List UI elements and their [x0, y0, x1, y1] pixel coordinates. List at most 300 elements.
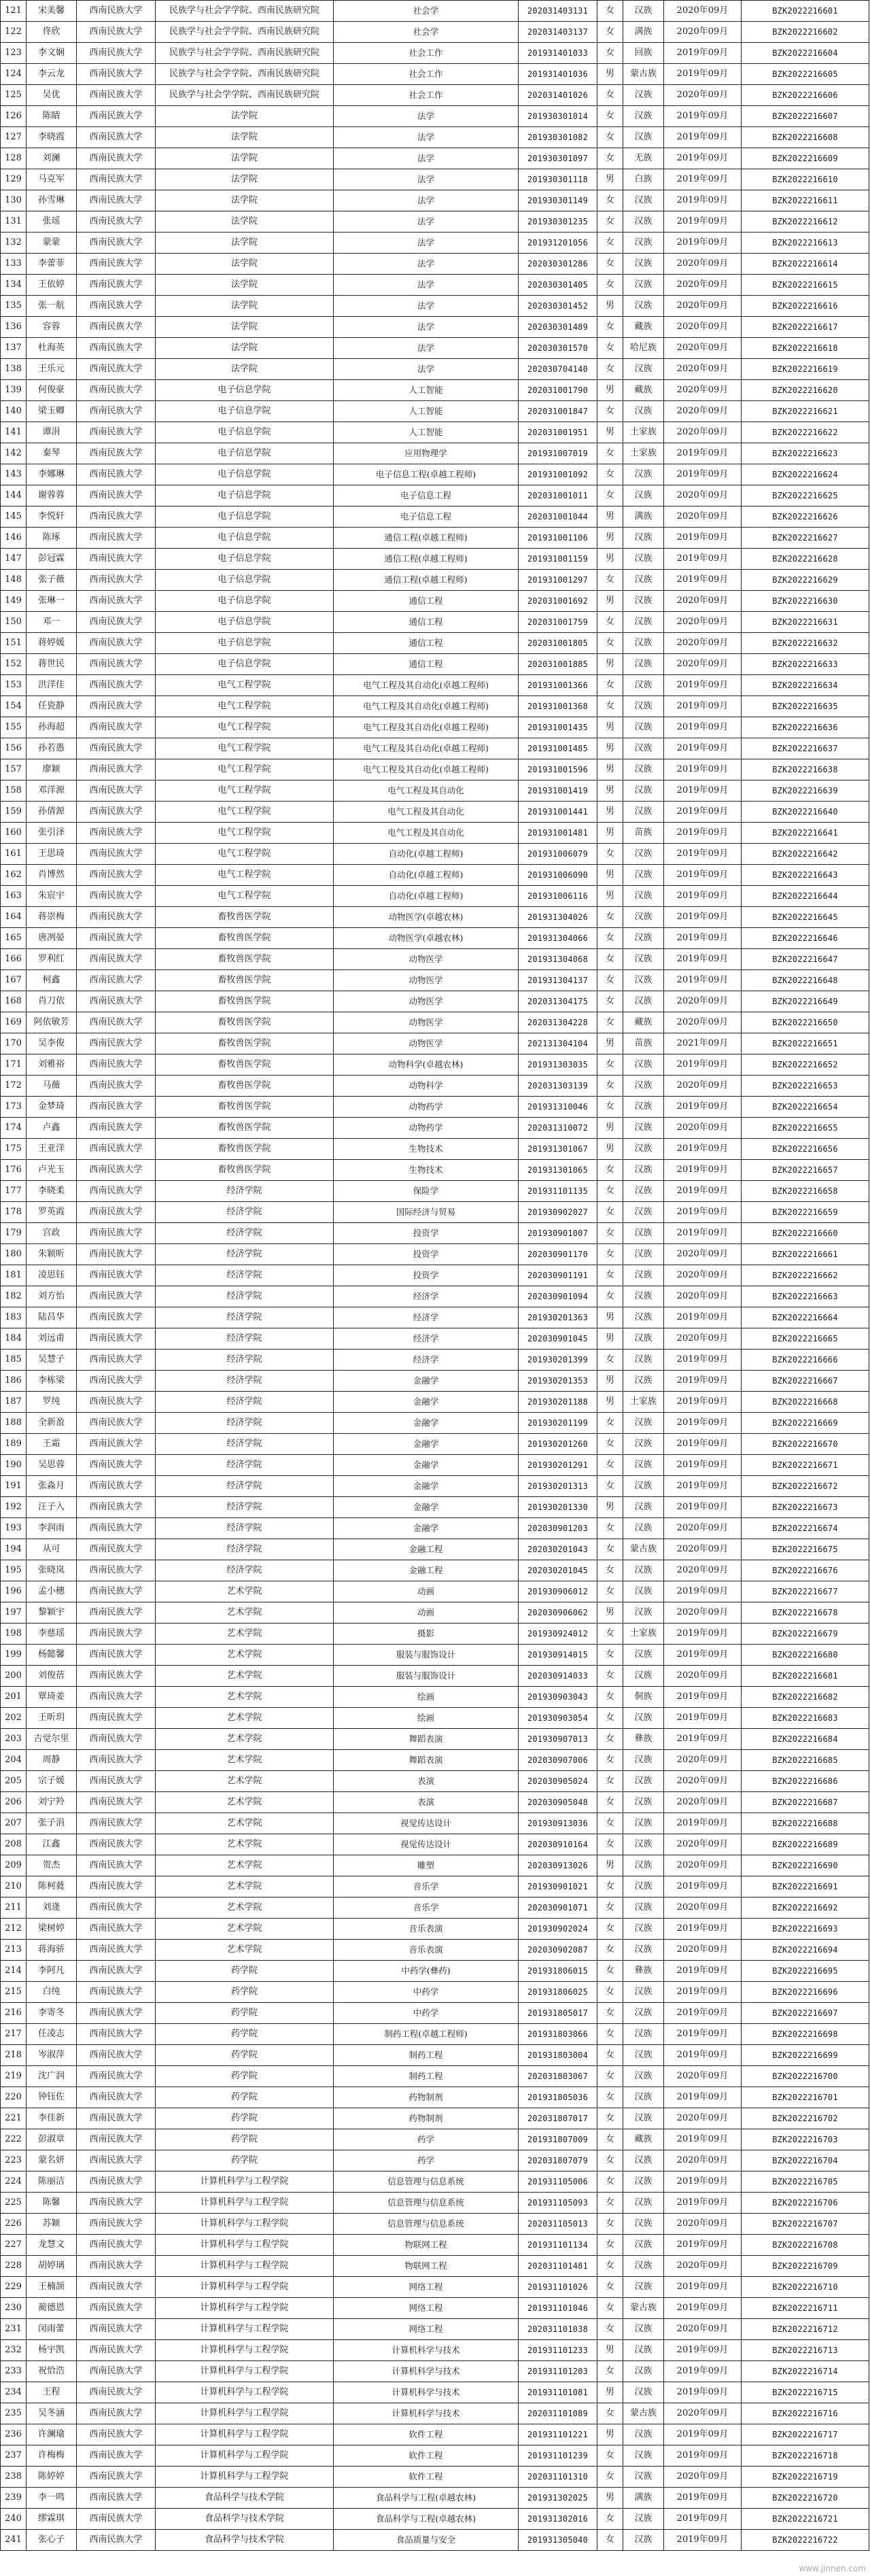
certificate-number-cell: BZK2022216643 [742, 865, 869, 886]
major-cell: 药物制剂 [334, 2108, 519, 2129]
college-cell: 艺术学院 [156, 1834, 334, 1855]
major-cell: 动物药学 [334, 1097, 519, 1118]
college-cell: 计算机科学与工程学院 [156, 2467, 334, 2488]
ethnicity-cell: 无族 [623, 148, 664, 169]
row-number-cell: 169 [1, 1012, 27, 1033]
certificate-number-cell: BZK2022216619 [742, 359, 869, 380]
enrollment-date-cell: 2019年09月 [664, 1708, 742, 1729]
gender-cell: 女 [597, 2150, 623, 2171]
student-name-cell: 蒋世民 [27, 654, 77, 675]
ethnicity-cell: 蒙古族 [623, 2403, 664, 2424]
table-row [1, 780, 869, 802]
row-number-cell: 188 [1, 1413, 27, 1434]
major-cell: 动画 [334, 1602, 519, 1624]
college-cell: 电子信息学院 [156, 528, 334, 549]
enrollment-date-cell: 2020年09月 [664, 296, 742, 317]
enrollment-date-cell: 2019年09月 [664, 2171, 742, 2193]
row-number-cell: 222 [1, 2129, 27, 2150]
ethnicity-cell: 汉族 [623, 1876, 664, 1897]
certificate-number-cell: BZK2022216698 [742, 2024, 869, 2045]
enrollment-date-cell: 2019年09月 [664, 2024, 742, 2045]
student-id-cell: 201931001441 [519, 802, 597, 823]
table-row [1, 1855, 869, 1876]
student-name-cell: 江鑫 [27, 1834, 77, 1855]
college-cell: 经济学院 [156, 1413, 334, 1434]
student-name-cell: 吴优 [27, 85, 77, 106]
row-number-cell: 132 [1, 233, 27, 254]
gender-cell: 女 [597, 2214, 623, 2235]
row-number-cell: 135 [1, 296, 27, 317]
ethnicity-cell: 汉族 [623, 1666, 664, 1687]
certificate-number-cell: BZK2022216642 [742, 844, 869, 865]
certificate-number-cell: BZK2022216655 [742, 1118, 869, 1139]
student-name-cell: 王程 [27, 2382, 77, 2403]
college-cell: 畜牧兽医学院 [156, 1160, 334, 1181]
certificate-number-cell: BZK2022216630 [742, 591, 869, 612]
row-number-cell: 157 [1, 759, 27, 780]
row-number-cell: 129 [1, 169, 27, 190]
ethnicity-cell: 汉族 [623, 780, 664, 802]
university-cell: 西南民族大学 [77, 1708, 156, 1729]
student-id-cell: 202030301452 [519, 296, 597, 317]
major-cell: 制药工程 [334, 2066, 519, 2087]
major-cell: 绘画 [334, 1687, 519, 1708]
table-row [1, 886, 869, 907]
ethnicity-cell: 汉族 [623, 1307, 664, 1328]
enrollment-date-cell: 2020年09月 [664, 485, 742, 506]
university-cell: 西南民族大学 [77, 254, 156, 275]
major-cell: 金融工程 [334, 1560, 519, 1581]
student-name-cell: 全新盈 [27, 1413, 77, 1434]
table-row [1, 148, 869, 169]
row-number-cell: 238 [1, 2467, 27, 2488]
row-number-cell: 152 [1, 654, 27, 675]
student-name-cell: 卢光玉 [27, 1160, 77, 1181]
gender-cell: 女 [597, 2277, 623, 2298]
student-id-cell: 202031001847 [519, 401, 597, 422]
table-row [1, 1434, 869, 1455]
enrollment-date-cell: 2020年09月 [664, 1118, 742, 1139]
major-cell: 保险学 [334, 1181, 519, 1202]
enrollment-date-cell: 2020年09月 [664, 1244, 742, 1265]
major-cell: 动物医学 [334, 1033, 519, 1054]
university-cell: 西南民族大学 [77, 1265, 156, 1286]
student-id-cell: 201930924012 [519, 1624, 597, 1645]
certificate-number-cell: BZK2022216660 [742, 1223, 869, 1244]
ethnicity-cell: 汉族 [623, 1054, 664, 1076]
major-cell: 经济学 [334, 1307, 519, 1328]
ethnicity-cell: 汉族 [623, 1708, 664, 1729]
enrollment-date-cell: 2020年09月 [664, 401, 742, 422]
student-id-cell: 202031001759 [519, 612, 597, 633]
certificate-number-cell: BZK2022216677 [742, 1581, 869, 1602]
certificate-number-cell: BZK2022216675 [742, 1539, 869, 1560]
major-cell: 投资学 [334, 1244, 519, 1265]
gender-cell: 男 [597, 549, 623, 570]
row-number-cell: 144 [1, 485, 27, 506]
student-name-cell: 陈琢 [27, 528, 77, 549]
student-name-cell: 李蕾菲 [27, 254, 77, 275]
certificate-number-cell: BZK2022216613 [742, 233, 869, 254]
major-cell: 信息管理与信息系统 [334, 2171, 519, 2193]
gender-cell: 男 [597, 1371, 623, 1392]
gender-cell: 女 [597, 1834, 623, 1855]
ethnicity-cell: 侗族 [623, 1687, 664, 1708]
college-cell: 计算机科学与工程学院 [156, 2214, 334, 2235]
gender-cell: 男 [597, 1602, 623, 1624]
university-cell: 西南民族大学 [77, 1434, 156, 1455]
university-cell: 西南民族大学 [77, 22, 156, 43]
student-name-cell: 阿依敏芳 [27, 1012, 77, 1033]
row-number-cell: 191 [1, 1476, 27, 1497]
enrollment-date-cell: 2019年09月 [664, 2382, 742, 2403]
row-number-cell: 205 [1, 1771, 27, 1792]
gender-cell: 女 [597, 1244, 623, 1265]
major-cell: 电气工程及其自动化 [334, 780, 519, 802]
college-cell: 畜牧兽医学院 [156, 1139, 334, 1160]
college-cell: 畜牧兽医学院 [156, 949, 334, 970]
row-number-cell: 203 [1, 1729, 27, 1750]
student-id-cell: 201931806025 [519, 1982, 597, 2003]
student-name-cell: 吴李俊 [27, 1033, 77, 1054]
major-cell: 药物制剂 [334, 2087, 519, 2108]
student-name-cell: 唐冽晏 [27, 928, 77, 949]
major-cell: 雕塑 [334, 1855, 519, 1876]
college-cell: 药学院 [156, 2045, 334, 2066]
row-number-cell: 176 [1, 1160, 27, 1181]
student-name-cell: 汪子入 [27, 1497, 77, 1518]
certificate-number-cell: BZK2022216649 [742, 991, 869, 1012]
student-name-cell: 吴慧子 [27, 1350, 77, 1371]
student-name-cell: 梁玉卿 [27, 401, 77, 422]
university-cell: 西南民族大学 [77, 2445, 156, 2467]
row-number-cell: 167 [1, 970, 27, 991]
certificate-number-cell: BZK2022216711 [742, 2298, 869, 2319]
certificate-number-cell: BZK2022216605 [742, 64, 869, 85]
row-number-cell: 149 [1, 591, 27, 612]
row-number-cell: 204 [1, 1750, 27, 1771]
table-row [1, 844, 869, 865]
college-cell: 法学院 [156, 359, 334, 380]
ethnicity-cell: 哈尼族 [623, 338, 664, 359]
gender-cell: 女 [597, 1, 623, 22]
ethnicity-cell: 汉族 [623, 233, 664, 254]
row-number-cell: 150 [1, 612, 27, 633]
major-cell: 表演 [334, 1771, 519, 1792]
gender-cell: 女 [597, 338, 623, 359]
enrollment-date-cell: 2019年09月 [664, 970, 742, 991]
ethnicity-cell: 汉族 [623, 2045, 664, 2066]
row-number-cell: 173 [1, 1097, 27, 1118]
enrollment-date-cell: 2019年09月 [664, 844, 742, 865]
certificate-number-cell: BZK2022216712 [742, 2319, 869, 2340]
certificate-number-cell: BZK2022216626 [742, 506, 869, 528]
certificate-number-cell: BZK2022216693 [742, 1919, 869, 1940]
table-row [1, 2024, 869, 2045]
student-id-cell: 201931302016 [519, 2509, 597, 2530]
university-cell: 西南民族大学 [77, 2150, 156, 2171]
gender-cell: 女 [597, 2256, 623, 2277]
student-name-cell: 李晓霞 [27, 127, 77, 148]
university-cell: 西南民族大学 [77, 696, 156, 717]
student-name-cell: 贺杰 [27, 1855, 77, 1876]
table-row [1, 654, 869, 675]
ethnicity-cell: 汉族 [623, 1371, 664, 1392]
college-cell: 药学院 [156, 2087, 334, 2108]
college-cell: 计算机科学与工程学院 [156, 2319, 334, 2340]
university-cell: 西南民族大学 [77, 169, 156, 190]
gender-cell: 女 [597, 2024, 623, 2045]
student-name-cell: 陈睛 [27, 106, 77, 127]
major-cell: 法学 [334, 190, 519, 211]
table-row [1, 1834, 869, 1855]
college-cell: 药学院 [156, 2024, 334, 2045]
row-number-cell: 214 [1, 1961, 27, 1982]
ethnicity-cell: 汉族 [623, 401, 664, 422]
table-row [1, 1518, 869, 1539]
enrollment-date-cell: 2019年09月 [664, 1413, 742, 1434]
enrollment-date-cell: 2020年09月 [664, 1076, 742, 1097]
university-cell: 西南民族大学 [77, 844, 156, 865]
table-row [1, 696, 869, 717]
enrollment-date-cell: 2019年09月 [664, 1476, 742, 1497]
college-cell: 食品科学与技术学院 [156, 2488, 334, 2509]
ethnicity-cell: 汉族 [623, 2277, 664, 2298]
gender-cell: 男 [597, 865, 623, 886]
certificate-number-cell: BZK2022216609 [742, 148, 869, 169]
student-id-cell: 201931101135 [519, 1181, 597, 1202]
university-cell: 西南民族大学 [77, 190, 156, 211]
ethnicity-cell: 汉族 [623, 1813, 664, 1834]
gender-cell: 女 [597, 22, 623, 43]
college-cell: 经济学院 [156, 1392, 334, 1413]
college-cell: 法学院 [156, 190, 334, 211]
gender-cell: 女 [597, 1687, 623, 1708]
university-cell: 西南民族大学 [77, 1919, 156, 1940]
student-name-cell: 秦琴 [27, 443, 77, 464]
certificate-number-cell: BZK2022216639 [742, 780, 869, 802]
table-row [1, 233, 869, 254]
table-row [1, 1265, 869, 1286]
college-cell: 电子信息学院 [156, 422, 334, 443]
table-row [1, 1940, 869, 1961]
university-cell: 西南民族大学 [77, 233, 156, 254]
college-cell: 艺术学院 [156, 1645, 334, 1666]
university-cell: 西南民族大学 [77, 1160, 156, 1181]
major-cell: 网络工程 [334, 2298, 519, 2319]
enrollment-date-cell: 2020年09月 [664, 2066, 742, 2087]
row-number-cell: 154 [1, 696, 27, 717]
student-name-cell: 蒙蒙 [27, 233, 77, 254]
table-row [1, 359, 869, 380]
college-cell: 艺术学院 [156, 1602, 334, 1624]
certificate-number-cell: BZK2022216674 [742, 1518, 869, 1539]
university-cell: 西南民族大学 [77, 127, 156, 148]
gender-cell: 女 [597, 2193, 623, 2214]
ethnicity-cell: 汉族 [623, 254, 664, 275]
row-number-cell: 166 [1, 949, 27, 970]
gender-cell: 男 [597, 2340, 623, 2361]
table-row [1, 2445, 869, 2467]
college-cell: 畜牧兽医学院 [156, 1118, 334, 1139]
ethnicity-cell: 汉族 [623, 1982, 664, 2003]
student-name-cell: 张淼月 [27, 1476, 77, 1497]
enrollment-date-cell: 2019年09月 [664, 549, 742, 570]
row-number-cell: 223 [1, 2150, 27, 2171]
ethnicity-cell: 汉族 [623, 675, 664, 696]
ethnicity-cell: 汉族 [623, 1455, 664, 1476]
major-cell: 信息管理与信息系统 [334, 2214, 519, 2235]
gender-cell: 女 [597, 2509, 623, 2530]
certificate-number-cell: BZK2022216697 [742, 2003, 869, 2024]
student-id-cell: 202031001885 [519, 654, 597, 675]
university-cell: 西南民族大学 [77, 823, 156, 844]
gender-cell: 女 [597, 2235, 623, 2256]
enrollment-date-cell: 2019年09月 [664, 2361, 742, 2382]
gender-cell: 女 [597, 2319, 623, 2340]
university-cell: 西南民族大学 [77, 2024, 156, 2045]
ethnicity-cell: 汉族 [623, 1581, 664, 1602]
student-id-cell: 201930902024 [519, 1919, 597, 1940]
certificate-number-cell: BZK2022216651 [742, 1033, 869, 1054]
student-name-cell: 孙海超 [27, 717, 77, 738]
student-name-cell: 彭冠霖 [27, 549, 77, 570]
university-cell: 西南民族大学 [77, 865, 156, 886]
gender-cell: 女 [597, 401, 623, 422]
major-cell: 食品科学与工程(卓越农林) [334, 2488, 519, 2509]
gender-cell: 女 [597, 1350, 623, 1371]
certificate-number-cell: BZK2022216648 [742, 970, 869, 991]
table-row [1, 591, 869, 612]
certificate-number-cell: BZK2022216716 [742, 2403, 869, 2424]
university-cell: 西南民族大学 [77, 2361, 156, 2382]
table-row [1, 1307, 869, 1328]
table-row [1, 1708, 869, 1729]
major-cell: 社会工作 [334, 85, 519, 106]
certificate-number-cell: BZK2022216617 [742, 317, 869, 338]
major-cell: 生物技术 [334, 1160, 519, 1181]
table-row [1, 2150, 869, 2171]
student-id-cell: 202031303139 [519, 1076, 597, 1097]
row-number-cell: 210 [1, 1876, 27, 1897]
gender-cell: 女 [597, 190, 623, 211]
enrollment-date-cell: 2019年09月 [664, 2129, 742, 2150]
table-row [1, 1645, 869, 1666]
major-cell: 经济学 [334, 1328, 519, 1350]
major-cell: 物联网工程 [334, 2235, 519, 2256]
ethnicity-cell: 汉族 [623, 1244, 664, 1265]
university-cell: 西南民族大学 [77, 2235, 156, 2256]
student-name-cell: 许梅梅 [27, 2445, 77, 2467]
university-cell: 西南民族大学 [77, 211, 156, 233]
major-cell: 法学 [334, 359, 519, 380]
table-row [1, 1455, 869, 1476]
ethnicity-cell: 满族 [623, 2488, 664, 2509]
gender-cell: 女 [597, 1223, 623, 1244]
row-number-cell: 213 [1, 1940, 27, 1961]
student-id-cell: 201931101239 [519, 2445, 597, 2467]
row-number-cell: 228 [1, 2256, 27, 2277]
student-name-cell: 陈馨 [27, 2193, 77, 2214]
university-cell: 西南民族大学 [77, 1371, 156, 1392]
row-number-cell: 174 [1, 1118, 27, 1139]
table-row [1, 296, 869, 317]
student-name-cell: 张一航 [27, 296, 77, 317]
major-cell: 电气工程及其自动化 [334, 823, 519, 844]
gender-cell: 女 [597, 2361, 623, 2382]
row-number-cell: 229 [1, 2277, 27, 2298]
major-cell: 通信工程 [334, 654, 519, 675]
ethnicity-cell: 汉族 [623, 2424, 664, 2445]
university-cell: 西南民族大学 [77, 2171, 156, 2193]
gender-cell: 女 [597, 2066, 623, 2087]
student-id-cell: 201931805036 [519, 2087, 597, 2108]
enrollment-date-cell: 2020年09月 [664, 359, 742, 380]
enrollment-date-cell: 2019年09月 [664, 1961, 742, 1982]
university-cell: 西南民族大学 [77, 43, 156, 64]
gender-cell: 女 [597, 570, 623, 591]
student-id-cell: 201931304137 [519, 970, 597, 991]
student-id-cell: 202031403137 [519, 22, 597, 43]
student-name-cell: 容蓉 [27, 317, 77, 338]
certificate-number-cell: BZK2022216722 [742, 2530, 869, 2551]
certificate-number-cell: BZK2022216670 [742, 1434, 869, 1455]
certificate-number-cell: BZK2022216701 [742, 2087, 869, 2108]
student-name-cell: 王霜 [27, 1434, 77, 1455]
certificate-number-cell: BZK2022216654 [742, 1097, 869, 1118]
table-row [1, 2424, 869, 2445]
student-name-cell: 李一鸣 [27, 2488, 77, 2509]
ethnicity-cell: 汉族 [623, 1202, 664, 1223]
student-id-cell: 201931101203 [519, 2361, 597, 2382]
table-row [1, 2277, 869, 2298]
certificate-number-cell: BZK2022216664 [742, 1307, 869, 1328]
table-row [1, 1097, 869, 1118]
ethnicity-cell: 汉族 [623, 485, 664, 506]
table-row [1, 127, 869, 148]
major-cell: 金融学 [334, 1476, 519, 1497]
table-row [1, 612, 869, 633]
certificate-number-cell: BZK2022216610 [742, 169, 869, 190]
table-row [1, 338, 869, 359]
university-cell: 西南民族大学 [77, 780, 156, 802]
major-cell: 金融学 [334, 1497, 519, 1518]
college-cell: 艺术学院 [156, 1624, 334, 1645]
student-name-cell: 蒋海骄 [27, 1940, 77, 1961]
student-name-cell: 卢鑫 [27, 1118, 77, 1139]
student-name-cell: 宗子媛 [27, 1771, 77, 1792]
enrollment-date-cell: 2019年09月 [664, 464, 742, 485]
table-row [1, 1897, 869, 1919]
row-number-cell: 218 [1, 2045, 27, 2066]
table-row [1, 1012, 869, 1033]
certificate-number-cell: BZK2022216718 [742, 2445, 869, 2467]
student-name-cell: 缪霖琪 [27, 2509, 77, 2530]
ethnicity-cell: 汉族 [623, 85, 664, 106]
student-id-cell: 201931001297 [519, 570, 597, 591]
university-cell: 西南民族大学 [77, 1012, 156, 1033]
gender-cell: 女 [597, 2403, 623, 2424]
row-number-cell: 126 [1, 106, 27, 127]
university-cell: 西南民族大学 [77, 1581, 156, 1602]
enrollment-date-cell: 2019年09月 [664, 1813, 742, 1834]
major-cell: 人工智能 [334, 422, 519, 443]
enrollment-date-cell: 2020年09月 [664, 591, 742, 612]
university-cell: 西南民族大学 [77, 1328, 156, 1350]
university-cell: 西南民族大学 [77, 1750, 156, 1771]
gender-cell: 女 [597, 317, 623, 338]
college-cell: 计算机科学与工程学院 [156, 2171, 334, 2193]
